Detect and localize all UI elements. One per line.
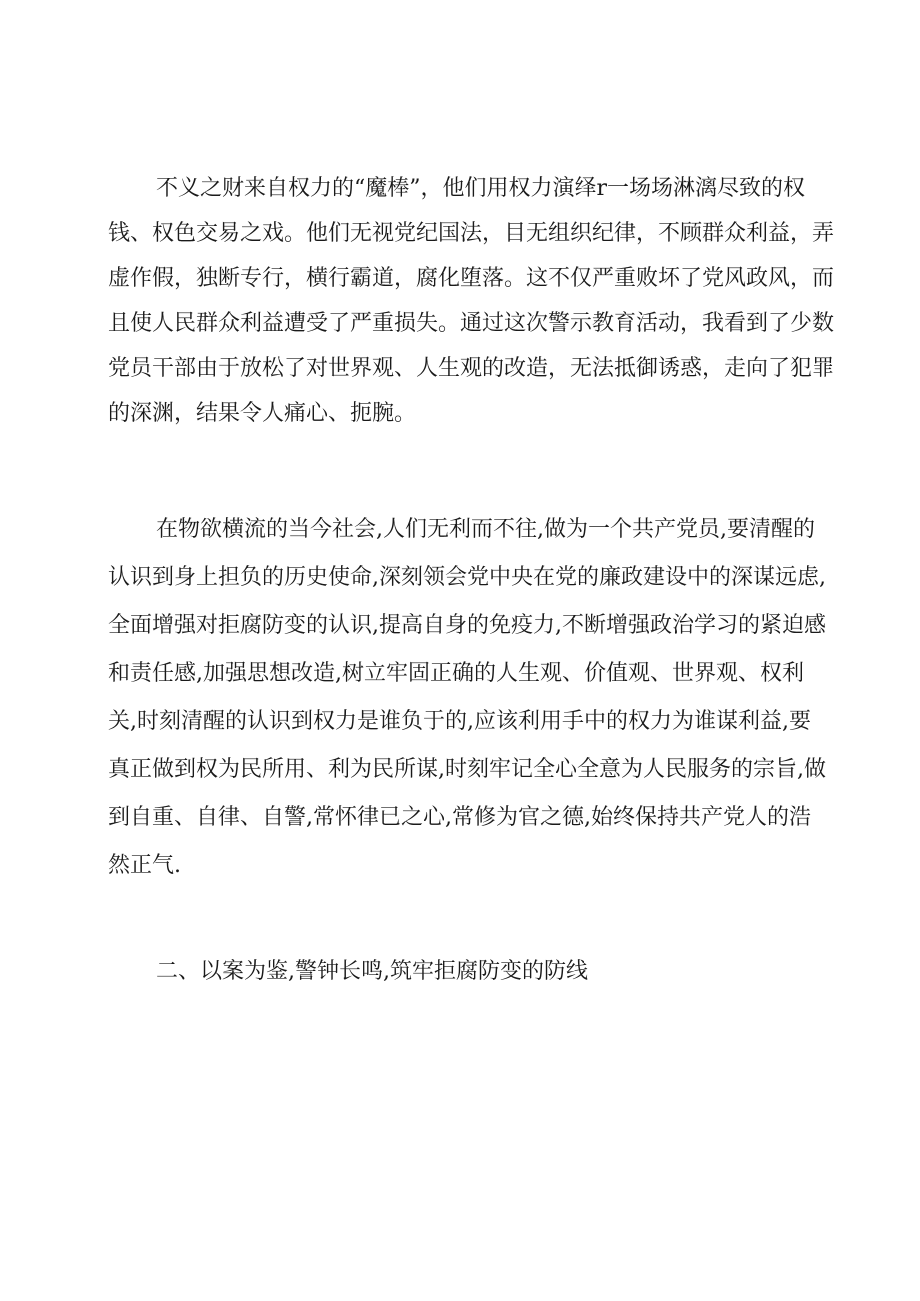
paragraph-line: 真正做到权为民所用、利为民所谋,时刻牢记全心全意为人民服务的宗旨,做 bbox=[108, 757, 826, 782]
paragraph-2 bbox=[108, 506, 828, 890]
paragraph-line: 钱、权色交易之戏。他们无视党纪国法，目无组织纪律，不顾群众利益，弄 bbox=[108, 221, 835, 246]
paragraph-line: 党员干部由于放松了对世界观、人生观的改造，无法抵御诱惑，走向了犯罪 bbox=[108, 356, 835, 381]
paragraph-line: 到自重、自律、自警,常怀律已之心,常修为官之德,始终保持共产党人的浩 bbox=[108, 805, 811, 830]
paragraph-line: 然正气. bbox=[108, 853, 181, 878]
paragraph-line: 的深渊，结果令人痛心、扼腕。 bbox=[108, 401, 417, 426]
paragraph-line: 且使人民群众利益遭受了严重损失。通过这次警示教育活动，我看到了少数 bbox=[108, 311, 835, 336]
paragraph-1 bbox=[108, 166, 835, 436]
paragraph-line: 虚作假，独断专行，横行霸道，腐化堕落。这不仅严重败坏了党风政风，而 bbox=[108, 266, 835, 291]
paragraph-line: 在物欲横流的当今社会,人们无利而不往,做为一个共产党员,要清醒的 bbox=[156, 517, 815, 542]
section-heading-text: 二、以案为鉴,警钟长鸣,筑牢拒腐防变的防线 bbox=[156, 959, 588, 984]
paragraph-line: 认识到身上担负的历史使命,深刻领会党中央在党的廉政建设中的深谋远虑, bbox=[108, 565, 826, 590]
paragraph-line: 关,时刻清醒的认识到权力是谁负于的,应该利用手中的权力为谁谋利益,要 bbox=[108, 709, 811, 734]
paragraph-line: 和责任感,加强思想改造,树立牢固正确的人生观、价值观、世界观、权利 bbox=[108, 661, 804, 686]
section-heading bbox=[108, 950, 828, 994]
paragraph-line: 不义之财来自权力的“魔棒”，他们用权力演绎r一场场淋漓尽致的权 bbox=[156, 176, 806, 201]
paragraph-line: 全面增强对拒腐防变的认识,提高自身的免疫力,不断增强政治学习的紧迫感 bbox=[108, 613, 826, 638]
